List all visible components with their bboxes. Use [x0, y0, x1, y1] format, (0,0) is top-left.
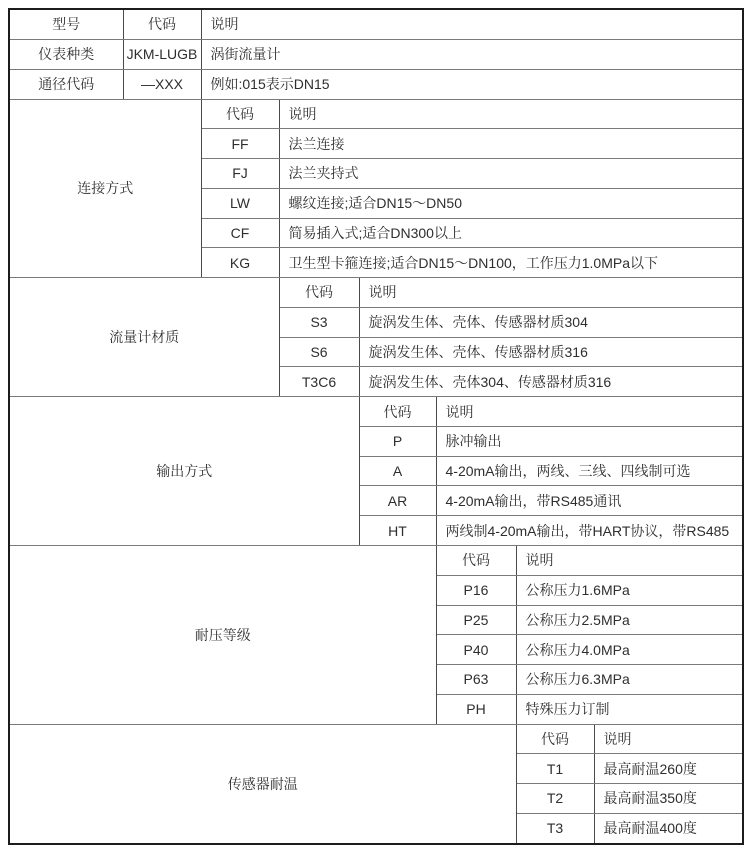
desc-cell: 螺纹连接;适合DN15～DN50 — [279, 188, 743, 218]
code-cell: P — [359, 426, 436, 456]
desc-cell: 简易插入式;适合DN300以上 — [279, 218, 743, 248]
code-cell: T2 — [516, 784, 594, 814]
table-row — [9, 69, 743, 99]
code-cell: FF — [201, 129, 279, 159]
code-cell: FJ — [201, 159, 279, 189]
desc-cell: 最高耐温260度 — [594, 754, 743, 784]
desc-cell: 旋涡发生体、壳体、传感器材质304 — [359, 307, 743, 337]
desc-cell: 两线制4-20mA输出，带HART协议，带RS485 — [436, 516, 743, 546]
col-header-model: 型号 — [9, 9, 123, 39]
sub-header-code: 代码 — [436, 545, 516, 575]
instrument-type-code: JKM-LUGB — [123, 39, 201, 69]
sub-header-code: 代码 — [359, 397, 436, 427]
desc-cell: 旋涡发生体、壳体304、传感器材质316 — [359, 367, 743, 397]
section-label-material: 流量计材质 — [9, 278, 279, 397]
instrument-type-label: 仪表种类 — [9, 39, 123, 69]
diameter-code-desc: 例如:015表示DN15 — [201, 69, 743, 99]
section-header-row — [9, 99, 743, 129]
code-cell: CF — [201, 218, 279, 248]
sub-header-desc: 说明 — [594, 724, 743, 754]
table-header-row — [9, 9, 743, 39]
col-header-code: 代码 — [123, 9, 201, 39]
sub-header-code: 代码 — [201, 99, 279, 129]
sub-header-desc: 说明 — [436, 397, 743, 427]
code-cell: KG — [201, 248, 279, 278]
section-header-row — [9, 278, 743, 308]
code-cell: P63 — [436, 665, 516, 695]
sub-header-desc: 说明 — [516, 545, 743, 575]
desc-cell: 4-20mA输出，两线、三线、四线制可选 — [436, 456, 743, 486]
section-header-row — [9, 397, 743, 427]
desc-cell: 公称压力6.3MPa — [516, 665, 743, 695]
section-label-output: 输出方式 — [9, 397, 359, 546]
desc-cell: 特殊压力订制 — [516, 694, 743, 724]
code-cell: PH — [436, 694, 516, 724]
sub-header-code: 代码 — [516, 724, 594, 754]
section-header-row — [9, 724, 743, 754]
code-cell: HT — [359, 516, 436, 546]
code-cell: A — [359, 456, 436, 486]
code-cell: LW — [201, 188, 279, 218]
section-header-row — [9, 545, 743, 575]
desc-cell: 卫生型卡箍连接;适合DN15～DN100，工作压力1.0MPa以下 — [279, 248, 743, 278]
sub-header-desc: 说明 — [279, 99, 743, 129]
model-selection-table — [8, 8, 744, 845]
code-cell: P40 — [436, 635, 516, 665]
code-cell: S3 — [279, 307, 359, 337]
instrument-type-desc: 涡街流量计 — [201, 39, 743, 69]
sub-header-code: 代码 — [279, 278, 359, 308]
code-cell: AR — [359, 486, 436, 516]
code-cell: S6 — [279, 337, 359, 367]
code-cell: P25 — [436, 605, 516, 635]
code-cell: P16 — [436, 575, 516, 605]
code-cell: T3C6 — [279, 367, 359, 397]
section-label-connection: 连接方式 — [9, 99, 201, 278]
diameter-code-code: —XXX — [123, 69, 201, 99]
desc-cell: 法兰夹持式 — [279, 159, 743, 189]
section-label-pressure: 耐压等级 — [9, 545, 436, 724]
desc-cell: 最高耐温350度 — [594, 784, 743, 814]
code-cell: T1 — [516, 754, 594, 784]
table-row — [9, 39, 743, 69]
desc-cell: 4-20mA输出，带RS485通讯 — [436, 486, 743, 516]
section-label-temperature: 传感器耐温 — [9, 724, 516, 844]
desc-cell: 最高耐温400度 — [594, 813, 743, 844]
diameter-code-label: 通径代码 — [9, 69, 123, 99]
desc-cell: 公称压力2.5MPa — [516, 605, 743, 635]
sub-header-desc: 说明 — [359, 278, 743, 308]
col-header-desc: 说明 — [201, 9, 743, 39]
desc-cell: 公称压力1.6MPa — [516, 575, 743, 605]
desc-cell: 公称压力4.0MPa — [516, 635, 743, 665]
desc-cell: 法兰连接 — [279, 129, 743, 159]
desc-cell: 脉冲输出 — [436, 426, 743, 456]
desc-cell: 旋涡发生体、壳体、传感器材质316 — [359, 337, 743, 367]
code-cell: T3 — [516, 813, 594, 844]
